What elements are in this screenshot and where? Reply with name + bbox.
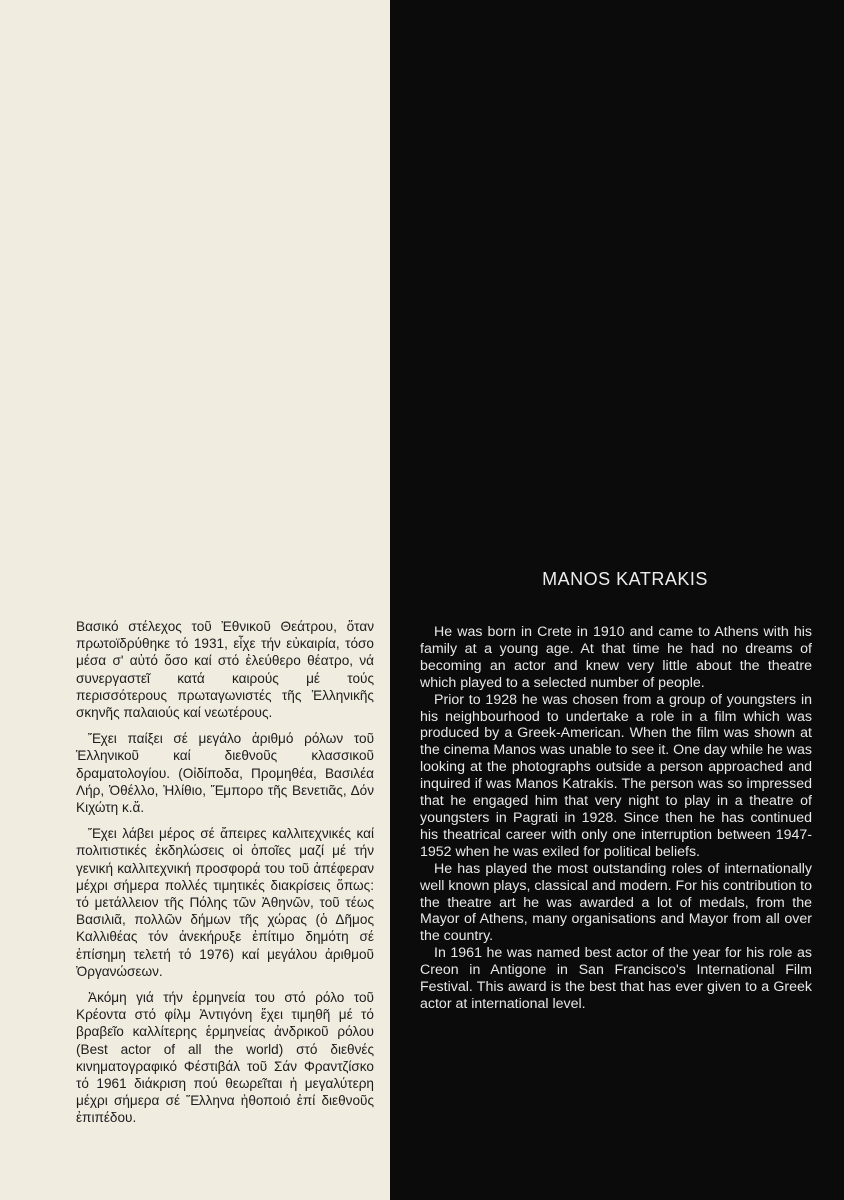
page-title: MANOS KATRAKIS bbox=[542, 569, 708, 589]
english-paragraph-4: In 1961 he was named best actor of the year for his role as Creon in Antigone in San Francisco's International Film Festival. This award is the best that has ever given to a Greek actor at international level. bbox=[420, 945, 812, 1012]
greek-paragraph-2: Ἔχει παίξει σέ μεγάλο ἀριθμό ρόλων τοῦ Ἑλληνικοῦ καί διεθνοῦς κλασσικοῦ δραματολογίου. (Οἰδίποδα, Προμηθέα, Βασιλέα Λήρ, Ὀθέλλο, Ἠλίθιο, Ἔμπορο τῆς Βενετιᾶς, Δόν Κιχώτη κ.ἄ. bbox=[76, 731, 374, 816]
english-paragraph-2: Prior to 1928 he was chosen from a group of youngsters in his neighbourhood to undertake a role in a film which was produced by a Greek-American. When the film was shown at the cinema Manos was unable to see it. One day while he was looking at the photographs outside a person approached and inquired if was Manos Katrakis. The person was so impressed that he engaged him that very night to play in a theatre of youngsters in Pagrati in 1928. Since then he has continued his theatrical career with only one interruption between 1947-1952 when he was exiled for political beliefs. bbox=[420, 691, 812, 860]
greek-paragraph-3: Ἔχει λάβει μέρος σέ ἄπειρες καλλιτεχνικές καί πολιτιστικές ἐκδηλώσεις οἱ ὁποῖες μαζί μέ τήν γενική καλλιτεχνική προσφορά του τοῦ ἀπέφεραν μέχρι σήμερα πολλές τιμητικές διακρίσεις ὅπως: τό μετάλλειον τῆς Πόλης τῶν Ἀθηνῶν, τοῦ τέως Βασιλιᾶ, πολλῶν δήμων τῆς χώρας (ὁ Δῆμος Καλλιθέας τόν ἀνεκήρυξε ἐπίτιμο δημότη σέ ἐπίσημη τελετή τό 1976) καί μεγάλου ἀριθμοῦ Ὀργανώσεων. bbox=[76, 826, 374, 979]
greek-paragraph-1: Βασικό στέλεχος τοῦ Ἐθνικοῦ Θεάτρου, ὅταν πρωτοϊδρύθηκε τό 1931, εἶχε τήν εὐκαιρία, τόσο μέσα σ' αὐτό ὅσο καί στό ἐλεύθερο θέατρο, νά συνεργαστεῖ κατά καιρούς μέ τούς περισσότερους πρωταγωνιστές τῆς Ἑλληνικῆς σκηνῆς παλαιούς καί νεωτέρους. bbox=[76, 619, 374, 721]
greek-paragraph-4: Ἀκόμη γιά τήν ἑρμηνεία του στό ρόλο τοῦ Κρέοντα στό φίλμ Ἀντιγόνη ἔχει τιμηθῆ μέ τό βραβεῖο καλλίτερης ἑρμηνείας ἀνδρικοῦ ρόλου (Best actor of all the world) στό διεθνές κινηματογραφικό Φέστιβάλ τοῦ Σάν Φραντζίσκο τό 1961 διάκριση πού θεωρεῖται ἡ μεγαλύτερη μέχρι σήμερα σέ Ἕλληνα ἠθοποιό ἐπί διεθνοῦς ἐπιπέδου. bbox=[76, 990, 374, 1126]
english-paragraph-1: He was born in Crete in 1910 and came to Athens with his family at a young age. At that time he had no dreams of becoming an actor and knew very little about the theatre which played to a selected number of people. bbox=[420, 624, 812, 691]
english-biography bbox=[420, 624, 812, 1013]
english-page-panel bbox=[390, 0, 844, 1200]
english-paragraph-3: He has played the most outstanding roles of internationally well known plays, classical and modern. For his contribution to the theatre art he was awarded a lot of medals, from the Mayor of Athens, many organisations and Mayor from all over the country. bbox=[420, 860, 812, 945]
greek-biography bbox=[76, 618, 374, 1136]
